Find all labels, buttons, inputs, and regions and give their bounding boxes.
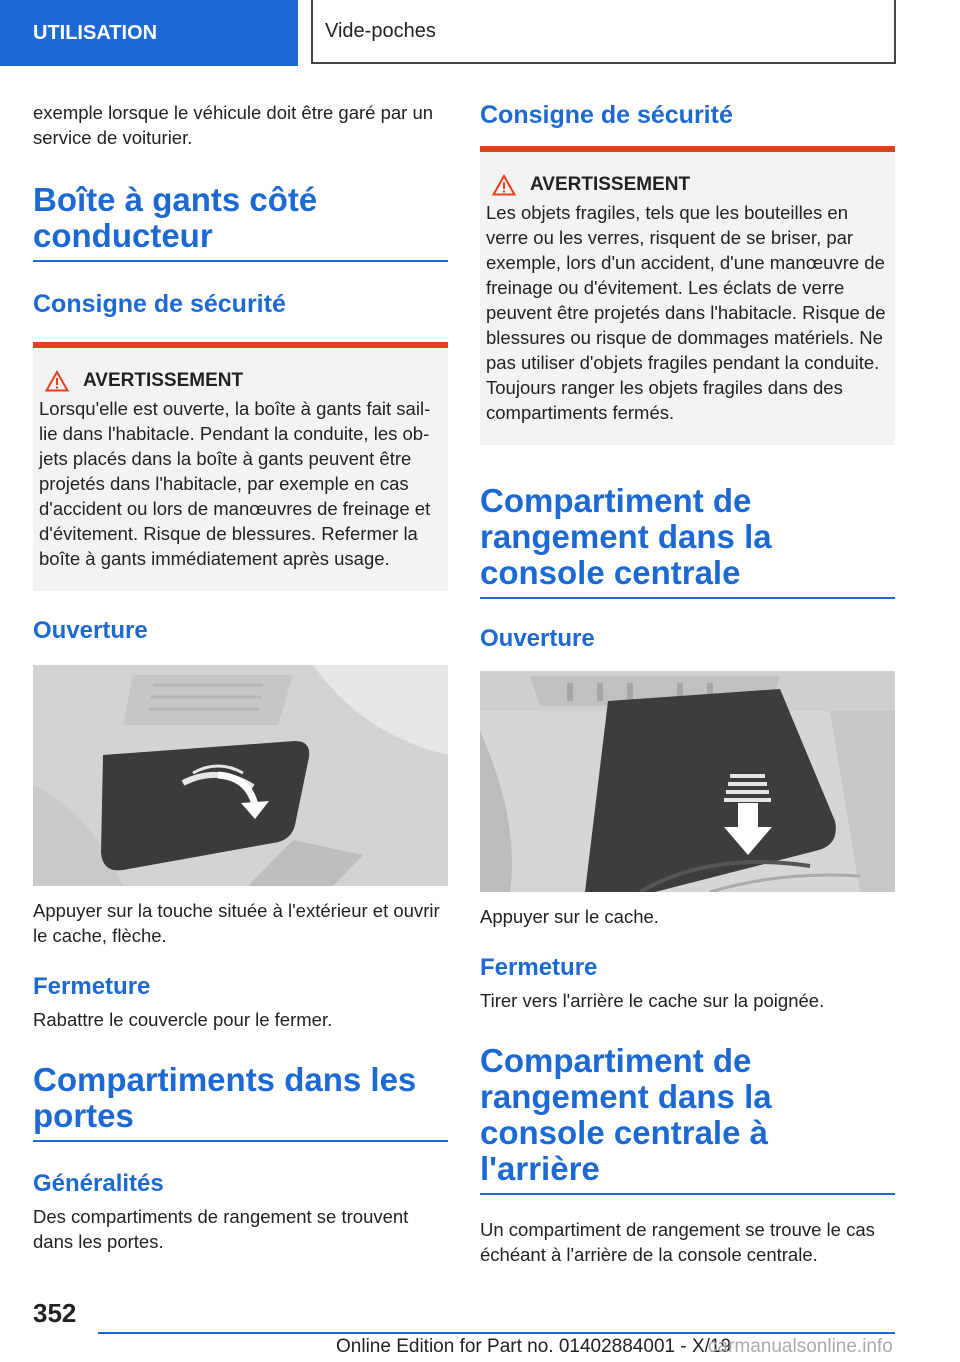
- footer-watermark: carmanualsonline.info: [708, 1336, 893, 1357]
- heading-closing-left: Fermeture: [33, 973, 151, 1000]
- heading-general: Généralités: [33, 1170, 164, 1197]
- left-column: [33, 100, 448, 1254]
- header-section-tab: [0, 0, 298, 66]
- heading-safety-left: Consigne de sécurité: [33, 290, 286, 318]
- footer-divider: [98, 1332, 895, 1334]
- heading-console: Compartiment de rangement dans la console centrale: [480, 483, 895, 599]
- heading-opening-left: Ouverture: [33, 617, 148, 644]
- warning-text-right: Les objets fragiles, tels que les bouteilles en verre ou les verres, risquent de se briser, par exemple, lors d'un accident, d'une manœuvre de freinage ou d'évitement. Les éclats de verre peuvent être projetés dans l'habitacle. Risque de blessures ou risque de dommages matériels. Ne pas utiliser d'objets fragiles pendant la conduite. Toujours ranger les objets fragiles dans des compartiments fermés.: [486, 202, 886, 423]
- heading-doors: Compartiments dans les portes: [33, 1062, 448, 1142]
- opening-text-right: Appuyer sur le cache.: [480, 906, 659, 927]
- general-text: Des compartiments de rangement se trouvent dans les portes.: [33, 1206, 409, 1252]
- heading-safety-right: Consigne de sécurité: [480, 101, 733, 129]
- right-column: [480, 100, 895, 1267]
- footer-edition: Online Edition for Part no. 01402884001 - X/19: [336, 1336, 732, 1357]
- warning-title-left: AVERTISSEMENT: [83, 370, 244, 391]
- heading-console-rear: Compartiment de rangement dans la console centrale à l'arrière: [480, 1043, 895, 1195]
- header-topic-box: [311, 0, 896, 64]
- header-section-label: UTILISATION: [33, 21, 158, 44]
- warning-triangle-icon: [492, 174, 516, 196]
- closing-text-left: Rabattre le couvercle pour le fermer.: [33, 1009, 333, 1030]
- opening-text-left: Appuyer sur la touche située à l'extérieur et ouvrir le cache, flèche.: [33, 900, 440, 946]
- page-number: 352: [33, 1298, 77, 1328]
- warning-triangle-icon: [45, 370, 69, 392]
- intro-paragraph: exemple lorsque le véhicule doit être garé par un service de voiturier.: [33, 102, 434, 148]
- warning-text-left: Lorsqu'elle est ouverte, la boîte à gants fait saillie dans l'habitacle. Pendant la conduite, les objets placés dans la boîte à gants peuvent être projetés dans l'habitacle, par exemple en cas d'accident ou lors de manœuvres de freinage et d'évitement. Risque de blessures. Refermer la boîte à gants immédiatement après usage.: [39, 398, 431, 569]
- warning-title-right: AVERTISSEMENT: [530, 174, 691, 195]
- header-topic-label: Vide-poches: [325, 19, 436, 42]
- heading-opening-right: Ouverture: [480, 625, 595, 652]
- warning-box-right: [480, 146, 895, 445]
- heading-glovebox: Boîte à gants côté conducteur: [33, 182, 448, 262]
- closing-text-right: Tirer vers l'arrière le cache sur la poignée.: [480, 990, 825, 1011]
- console-illustration: [480, 671, 895, 892]
- warning-box-left: [33, 342, 448, 591]
- glovebox-illustration: [33, 665, 448, 886]
- heading-closing-right: Fermeture: [480, 954, 598, 981]
- rear-text: Un compartiment de rangement se trouve le cas échéant à l'arrière de la console centrale.: [480, 1219, 875, 1265]
